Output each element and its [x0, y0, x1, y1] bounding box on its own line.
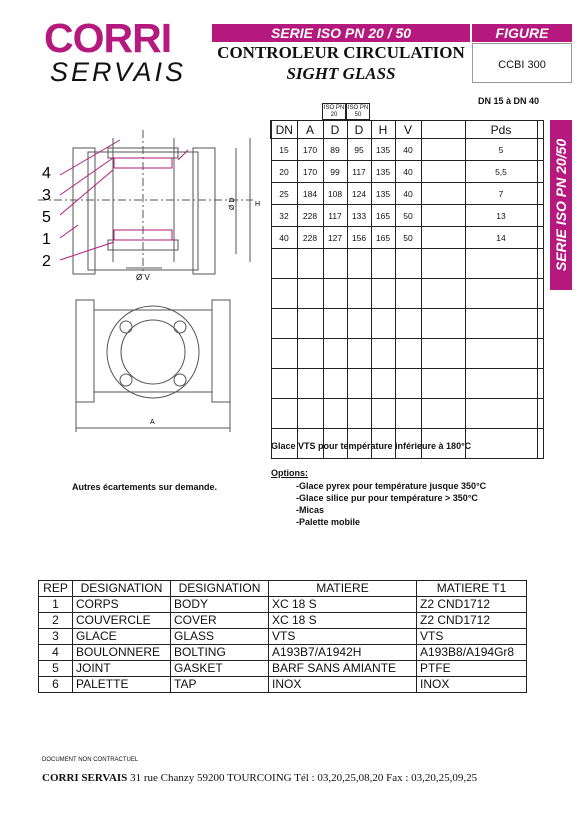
table-row-empty [271, 399, 543, 429]
leader-2 [60, 242, 114, 260]
dimension-table [270, 120, 544, 459]
cell: 170 [297, 161, 323, 183]
cell [347, 309, 371, 339]
side-series-text: SERIE ISO PN 20/50 [553, 138, 569, 272]
cell [395, 339, 421, 369]
cell [465, 279, 537, 309]
cell: 40 [395, 183, 421, 205]
cell [323, 399, 347, 429]
parts-header [39, 581, 527, 597]
series-banner: SERIE ISO PN 20 / 50 [212, 24, 470, 42]
col-h: H [371, 121, 395, 139]
option-item: -Palette mobile [296, 517, 361, 527]
cell: BARF SANS AMIANTE [269, 661, 417, 677]
dim-v-label: Ø V [136, 273, 150, 282]
cell [395, 279, 421, 309]
cell: 135 [371, 183, 395, 205]
figure-banner: FIGURE [472, 24, 572, 42]
cell [465, 429, 537, 459]
cell: Z2 CND1712 [417, 597, 527, 613]
cell: 135 [371, 139, 395, 161]
cell: 50 [395, 227, 421, 249]
footer-address [42, 772, 477, 784]
cell [271, 369, 297, 399]
callout-5: 5 [42, 209, 51, 226]
parts-col-matiere-t1: MATIERE T1 [417, 581, 527, 597]
title-french: CONTROLEUR CIRCULATION [217, 43, 465, 62]
cell [465, 369, 537, 399]
cell: INOX [417, 677, 527, 693]
table-row-empty [271, 249, 543, 279]
table-row [271, 205, 543, 227]
cell [371, 399, 395, 429]
dim-h-label: H [255, 201, 261, 208]
cell: A193B8/A194Gr8 [417, 645, 527, 661]
cell: BOLTING [171, 645, 269, 661]
options-list [296, 480, 486, 528]
cell [323, 249, 347, 279]
other-spacing-note: Autres écartements sur demande. [72, 482, 218, 492]
cell: 2 [39, 613, 73, 629]
cell [421, 249, 465, 279]
cell: 40 [395, 139, 421, 161]
left-flange [73, 148, 95, 274]
figure-code: CCBI 300 [498, 59, 546, 71]
cell: 135 [371, 161, 395, 183]
cell: GLASS [171, 629, 269, 645]
iso-pn20-header: ISO PN 20 [323, 105, 345, 118]
table-row [271, 161, 543, 183]
cell [537, 399, 543, 429]
leader-1 [60, 225, 78, 238]
cell [371, 339, 395, 369]
cell [297, 279, 323, 309]
cell [421, 399, 465, 429]
technical-drawing [38, 130, 268, 440]
bolt-hole [120, 374, 132, 386]
col-pds: Pds [465, 121, 537, 139]
table-row [271, 139, 543, 161]
cell [421, 339, 465, 369]
cell: 228 [297, 227, 323, 249]
cell: 14 [465, 227, 537, 249]
cell: COVER [171, 613, 269, 629]
cell [395, 369, 421, 399]
parts-row [39, 661, 527, 677]
dim-d-label: Ø D [229, 197, 236, 210]
cell [395, 309, 421, 339]
cell: CORPS [73, 597, 171, 613]
col-d2: D [347, 121, 371, 139]
parts-row [39, 613, 527, 629]
cell [347, 339, 371, 369]
cell: COUVERCLE [73, 613, 171, 629]
parts-col-designation-fr: DESIGNATION [73, 581, 171, 597]
glass-note: Glace VTS pour température inférieure à 180°C [271, 441, 472, 451]
front-body [94, 310, 212, 392]
cell [465, 249, 537, 279]
cell: 108 [323, 183, 347, 205]
cell: 89 [323, 139, 347, 161]
cell [537, 339, 543, 369]
logo-corri: CORRI [44, 15, 172, 61]
cell: VTS [269, 629, 417, 645]
cell [347, 369, 371, 399]
cell [323, 309, 347, 339]
cell: 32 [271, 205, 297, 227]
dim-a-label: A [150, 419, 155, 426]
cell [297, 309, 323, 339]
callout-4: 4 [42, 165, 51, 182]
cell: 165 [371, 227, 395, 249]
cell [395, 399, 421, 429]
col-v: V [395, 121, 421, 139]
cell: A193B7/A1942H [269, 645, 417, 661]
logo-servais: SERVAIS [50, 57, 187, 87]
parts-col-rep: REP [39, 581, 73, 597]
parts-col-matiere: MATIERE [269, 581, 417, 597]
cell: PTFE [417, 661, 527, 677]
cell [347, 279, 371, 309]
cell [537, 183, 543, 205]
cell [537, 429, 543, 459]
cell: 117 [347, 161, 371, 183]
col-a: A [297, 121, 323, 139]
options-title: Options: [271, 468, 308, 478]
cell [271, 339, 297, 369]
cell [421, 161, 465, 183]
cell: GLACE [73, 629, 171, 645]
cell [421, 279, 465, 309]
cell: 133 [347, 205, 371, 227]
cell: 7 [465, 183, 537, 205]
cell: BOULONNERE [73, 645, 171, 661]
callout-2: 2 [42, 253, 51, 270]
cell: 6 [39, 677, 73, 693]
cell: 95 [347, 139, 371, 161]
cell: 127 [323, 227, 347, 249]
cell [271, 249, 297, 279]
parts-col-designation-en: DESIGNATION [171, 581, 269, 597]
cell [537, 161, 543, 183]
title-english: SIGHT GLASS [286, 64, 396, 83]
cell: JOINT [73, 661, 171, 677]
cell [271, 399, 297, 429]
cell [371, 249, 395, 279]
cell: 40 [271, 227, 297, 249]
cell [347, 249, 371, 279]
cell: 184 [297, 183, 323, 205]
option-item: -Glace pyrex pour température jusque 350°C [296, 481, 487, 491]
cell [537, 205, 543, 227]
table-row [271, 227, 543, 249]
cell [537, 309, 543, 339]
disclaimer: DOCUMENT NON CONTRACTUEL [42, 757, 139, 763]
cell [323, 279, 347, 309]
cell [395, 249, 421, 279]
cell: 99 [323, 161, 347, 183]
cell [537, 279, 543, 309]
cell [465, 309, 537, 339]
cell: 165 [371, 205, 395, 227]
cell [297, 339, 323, 369]
cell [421, 183, 465, 205]
callout-3: 3 [42, 187, 51, 204]
cell [421, 139, 465, 161]
cell: 228 [297, 205, 323, 227]
cell: 170 [297, 139, 323, 161]
col-blank [421, 121, 465, 139]
table-row-empty [271, 309, 543, 339]
bolt-hole [174, 374, 186, 386]
col-d1: D [323, 121, 347, 139]
table-row-empty [271, 369, 543, 399]
cell [537, 369, 543, 399]
footer-company: CORRI SERVAIS [42, 772, 128, 784]
bolt-hole [174, 321, 186, 333]
iso-headers [322, 103, 370, 120]
iso-pn50-header: ISO PN 50 [347, 105, 369, 118]
cell: PALETTE [73, 677, 171, 693]
bolt-hole [120, 321, 132, 333]
parts-row [39, 677, 527, 693]
cell: 5 [465, 139, 537, 161]
cell: GASKET [171, 661, 269, 677]
dn-range: DN 15 à DN 40 [478, 96, 540, 106]
cell [271, 279, 297, 309]
cell: TAP [171, 677, 269, 693]
table-row-empty [271, 339, 543, 369]
cell: XC 18 S [269, 597, 417, 613]
cell: VTS [417, 629, 527, 645]
cell: 40 [395, 161, 421, 183]
cell [323, 339, 347, 369]
cell: 20 [271, 161, 297, 183]
cell [297, 369, 323, 399]
cell [537, 139, 543, 161]
cell [465, 339, 537, 369]
cell: Z2 CND1712 [417, 613, 527, 629]
option-item: -Micas [296, 505, 325, 515]
cell: 50 [395, 205, 421, 227]
cell [297, 249, 323, 279]
table-row-empty [271, 279, 543, 309]
cell: 3 [39, 629, 73, 645]
cell: 25 [271, 183, 297, 205]
side-series-label [550, 120, 572, 290]
cell [537, 249, 543, 279]
cell [421, 369, 465, 399]
cell [323, 369, 347, 399]
cell [537, 227, 543, 249]
parts-row [39, 597, 527, 613]
cell [421, 309, 465, 339]
cell: 5 [39, 661, 73, 677]
cell [421, 205, 465, 227]
front-right-flange [212, 300, 230, 402]
cell [371, 309, 395, 339]
cell [465, 399, 537, 429]
right-flange [193, 148, 215, 274]
cell [271, 309, 297, 339]
dimension-table-header [271, 121, 543, 139]
footer-contact: 31 rue Chanzy 59200 TOURCOING Tél : 03,20,25,08,20 Fax : 03,20,25,09,25 [127, 772, 478, 784]
front-glass-circle [121, 320, 185, 384]
table-row [271, 183, 543, 205]
option-item: -Glace silice pur pour température > 350°C [296, 493, 478, 503]
parts-row [39, 645, 527, 661]
parts-table [38, 580, 527, 693]
col-blank [537, 121, 543, 139]
cell: INOX [269, 677, 417, 693]
cell: 117 [323, 205, 347, 227]
cell: BODY [171, 597, 269, 613]
cell: 4 [39, 645, 73, 661]
cell: 1 [39, 597, 73, 613]
col-dn: DN [271, 121, 297, 139]
cell: 124 [347, 183, 371, 205]
cell [371, 279, 395, 309]
front-left-flange [76, 300, 94, 402]
cell [421, 227, 465, 249]
parts-row [39, 629, 527, 645]
cell [371, 369, 395, 399]
cell: 5,5 [465, 161, 537, 183]
cell [297, 399, 323, 429]
cell: 13 [465, 205, 537, 227]
cell: 15 [271, 139, 297, 161]
callout-1: 1 [42, 231, 51, 248]
cell [347, 399, 371, 429]
cell: 156 [347, 227, 371, 249]
cell: XC 18 S [269, 613, 417, 629]
